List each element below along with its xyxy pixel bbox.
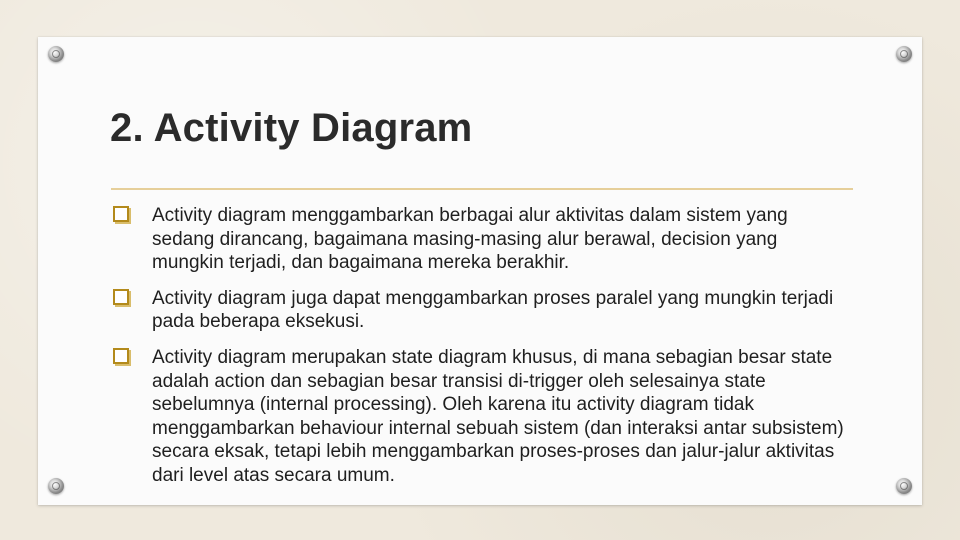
bullet-list — [112, 204, 852, 500]
bullet-item — [112, 204, 852, 275]
checkbox-icon — [113, 206, 129, 222]
slide-title: 2. Activity Diagram — [110, 106, 473, 150]
title-divider — [111, 188, 853, 190]
checkbox-icon — [113, 348, 129, 364]
bullet-item — [112, 287, 852, 334]
pin-icon — [896, 478, 912, 494]
bullet-text: Activity diagram merupakan state diagram khusus, di mana sebagian besar state adalah action dan sebagian besar transisi di-trigger oleh selesainya state sebelumnya (internal processing). Oleh karena itu activity diagram tidak menggambarkan behaviour internal sebuah sistem (dan interaksi antar subsistem) secara eksak, tetapi lebih menggambarkan proses-proses dan jalur-jalur aktivitas dari level atas secara umum. — [152, 346, 844, 486]
pin-icon — [896, 46, 912, 62]
bullet-text: Activity diagram menggambarkan berbagai alur aktivitas dalam sistem yang sedang dirancang, bagaimana masing-masing alur berawal, decision yang mungkin terjadi, dan bagaimana mereka berakhir. — [152, 205, 788, 274]
pin-icon — [48, 46, 64, 62]
checkbox-icon — [113, 289, 129, 305]
pin-icon — [48, 478, 64, 494]
bullet-item — [112, 346, 852, 488]
bullet-text: Activity diagram juga dapat menggambarkan proses paralel yang mungkin terjadi pada beberapa eksekusi. — [152, 287, 834, 333]
